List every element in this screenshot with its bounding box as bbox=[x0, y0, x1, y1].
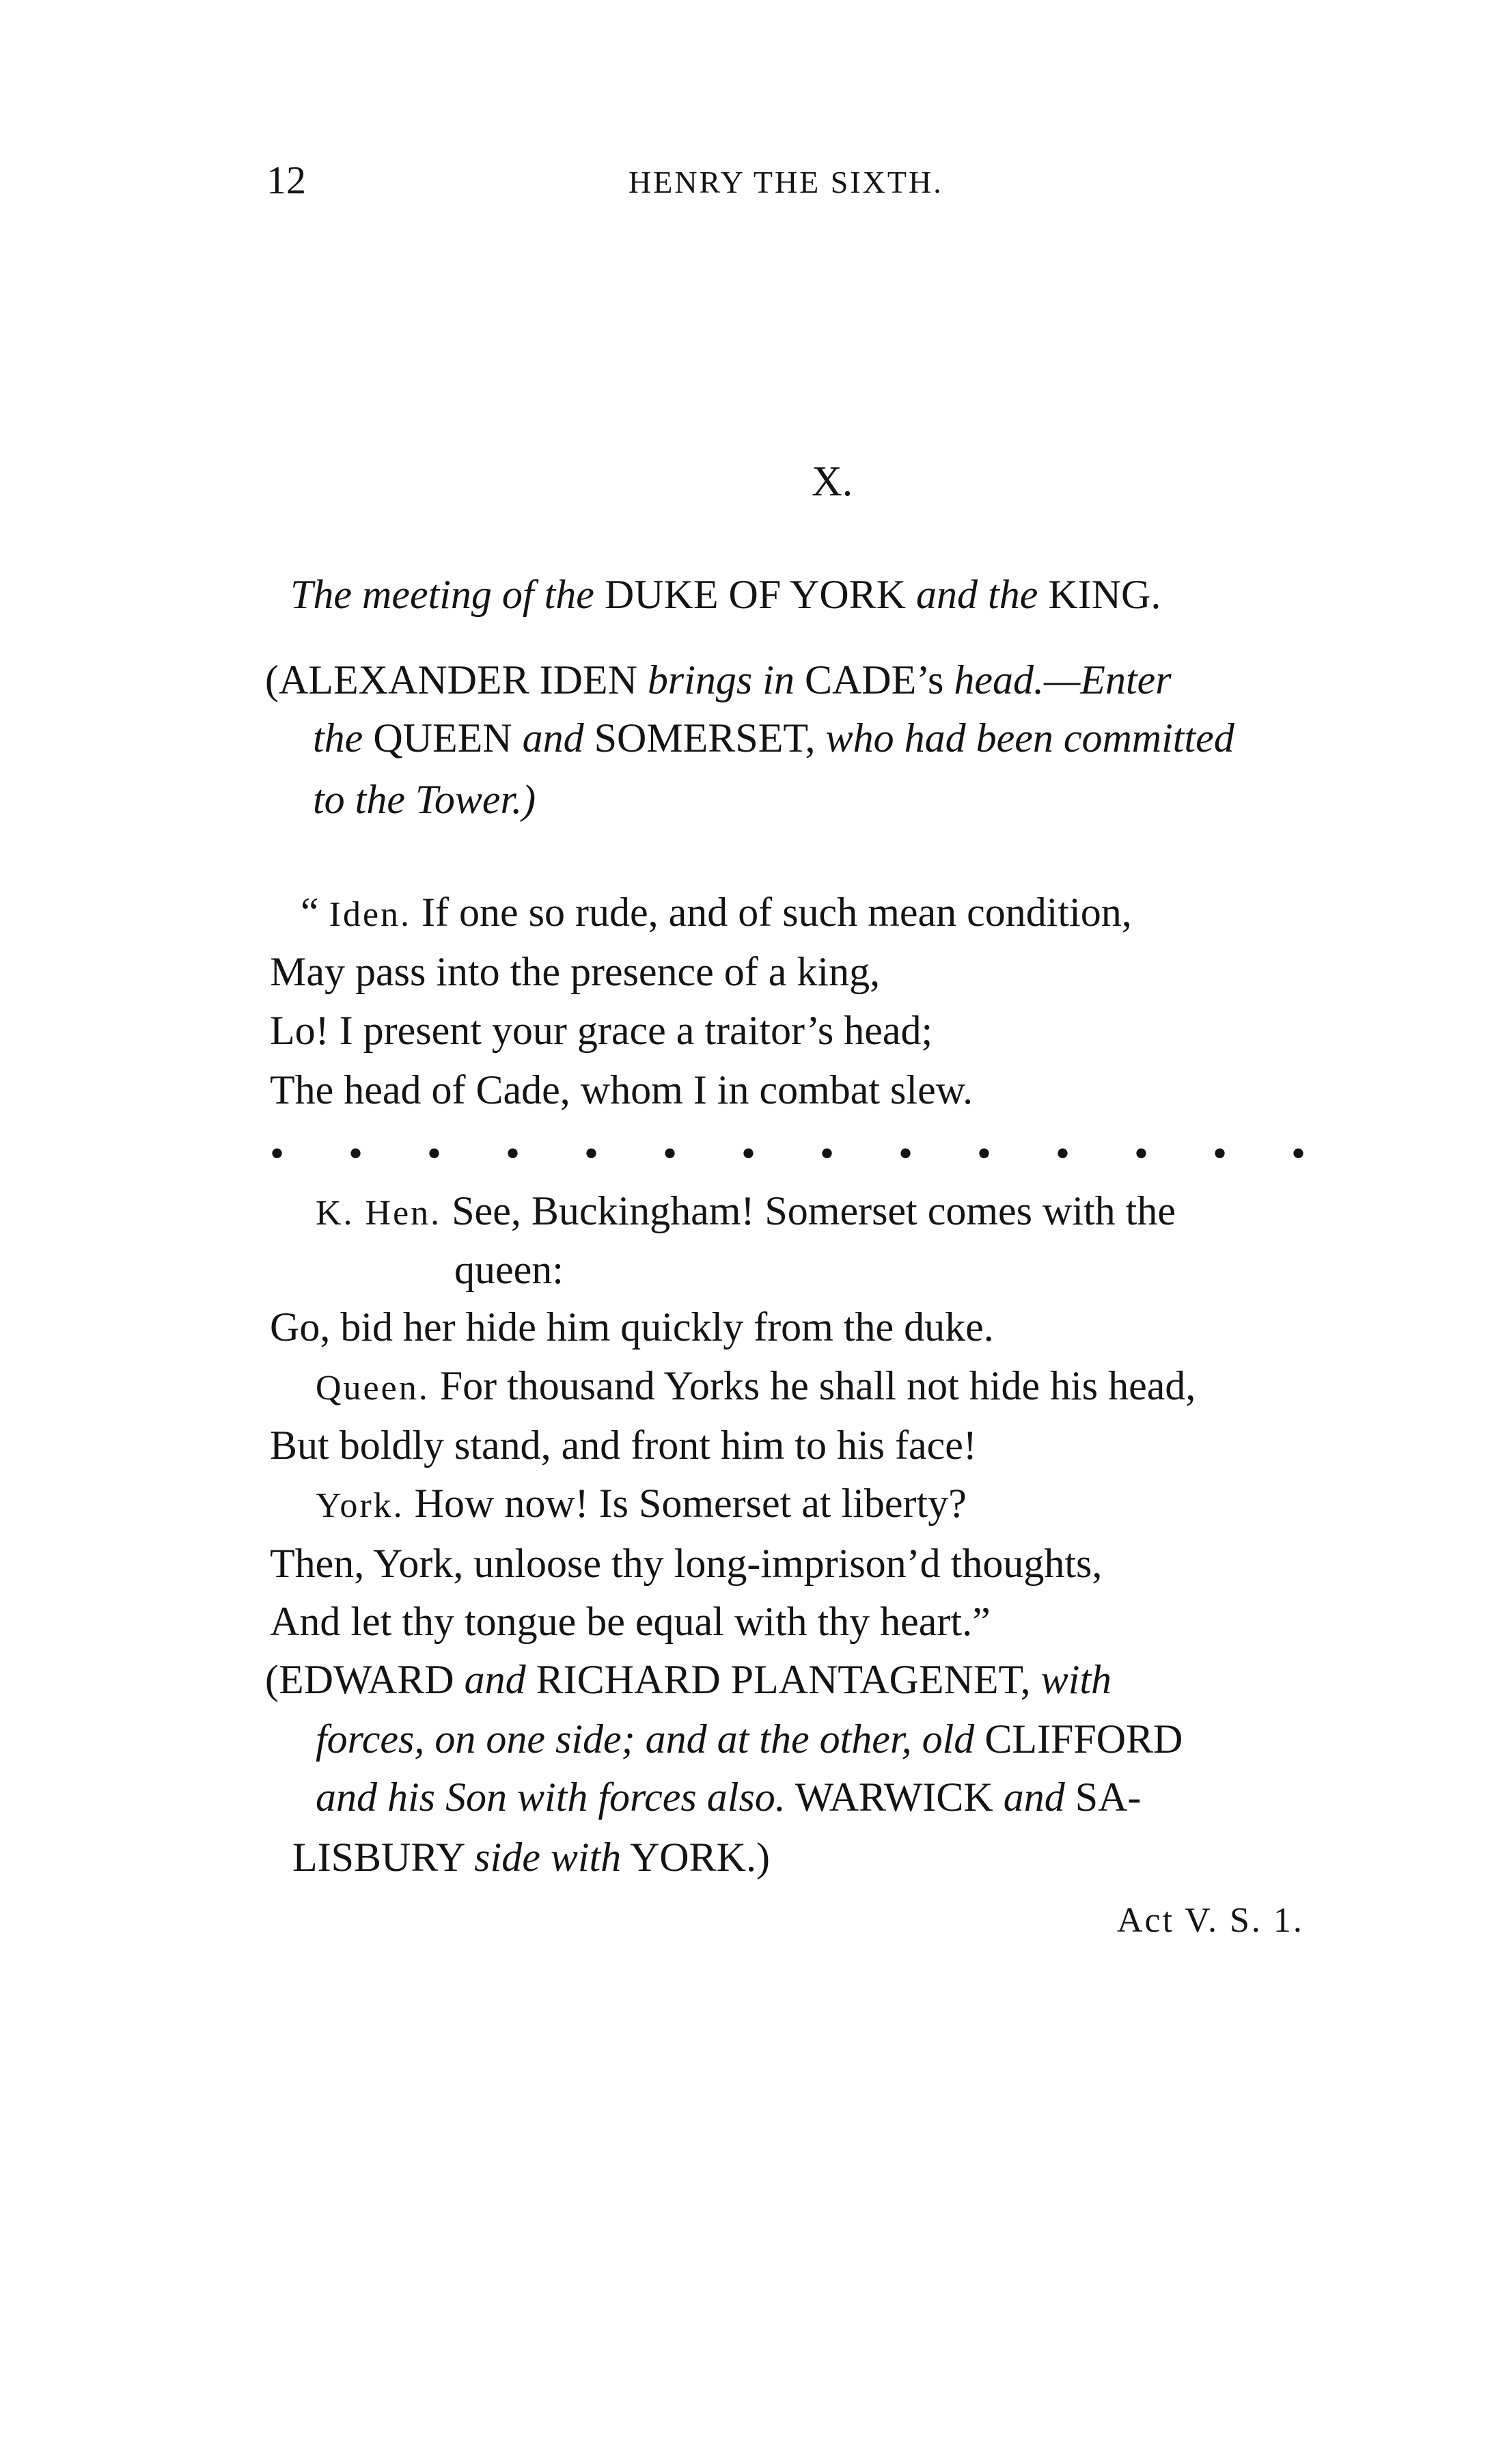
ellipsis-dots: • • • • • • • • • • • • • • bbox=[270, 1131, 1306, 1176]
stage-direction-line: LISBURY side with YORK.) bbox=[292, 1835, 770, 1880]
speech-line: “ Iden. If one so rude, and of such mean condition, bbox=[301, 890, 1132, 935]
section-numeral: X. bbox=[812, 458, 853, 505]
speech-line: Lo! I present your grace a traitor’s head; bbox=[270, 1008, 933, 1053]
stage-direction-line: (EDWARD and RICHARD PLANTAGENET, with bbox=[265, 1657, 1112, 1702]
stage-direction-line: and his Son with forces also. WARWICK and SA- bbox=[316, 1775, 1142, 1820]
speech-line: York. How now! Is Somerset at liberty? bbox=[316, 1481, 967, 1526]
stage-direction-line: to the Tower.) bbox=[313, 777, 536, 822]
speech-line: Queen. For thousand Yorks he shall not hide his head, bbox=[316, 1363, 1196, 1408]
stage-direction-line: forces, on one side; and at the other, old CLIFFORD bbox=[316, 1716, 1183, 1762]
speech-line: Then, York, unloose thy long-imprison’d thoughts, bbox=[270, 1541, 1103, 1586]
speaker-queen: Queen. bbox=[316, 1369, 430, 1408]
speaker-iden: Iden. bbox=[329, 895, 412, 934]
section-heading: The meeting of the DUKE OF YORK and the KING. bbox=[290, 572, 1161, 617]
speech-line: The head of Cade, whom I in combat slew. bbox=[270, 1067, 974, 1112]
stage-direction-line: the QUEEN and SOMERSET, who had been committed bbox=[313, 715, 1234, 761]
speech-line: And let thy tongue be equal with thy heart.” bbox=[270, 1599, 991, 1644]
speech-line: May pass into the presence of a king, bbox=[270, 949, 881, 994]
speech-line: But boldly stand, and front him to his face! bbox=[270, 1423, 977, 1468]
stage-direction-line: (ALEXANDER IDEN brings in CADE’s head.—Enter bbox=[265, 657, 1172, 702]
speaker-york: York. bbox=[316, 1486, 404, 1525]
speech-line: K. Hen. See, Buckingham! Somerset comes with the bbox=[316, 1188, 1176, 1233]
speech-line: Go, bid her hide him quickly from the duke. bbox=[270, 1304, 994, 1350]
speaker-khen: K. Hen. bbox=[316, 1194, 442, 1233]
page-number: 12 bbox=[266, 158, 306, 202]
running-title: HENRY THE SIXTH. bbox=[629, 165, 943, 200]
act-reference: Act V. S. 1. bbox=[1117, 1901, 1304, 1940]
speech-line: queen: bbox=[454, 1247, 564, 1292]
